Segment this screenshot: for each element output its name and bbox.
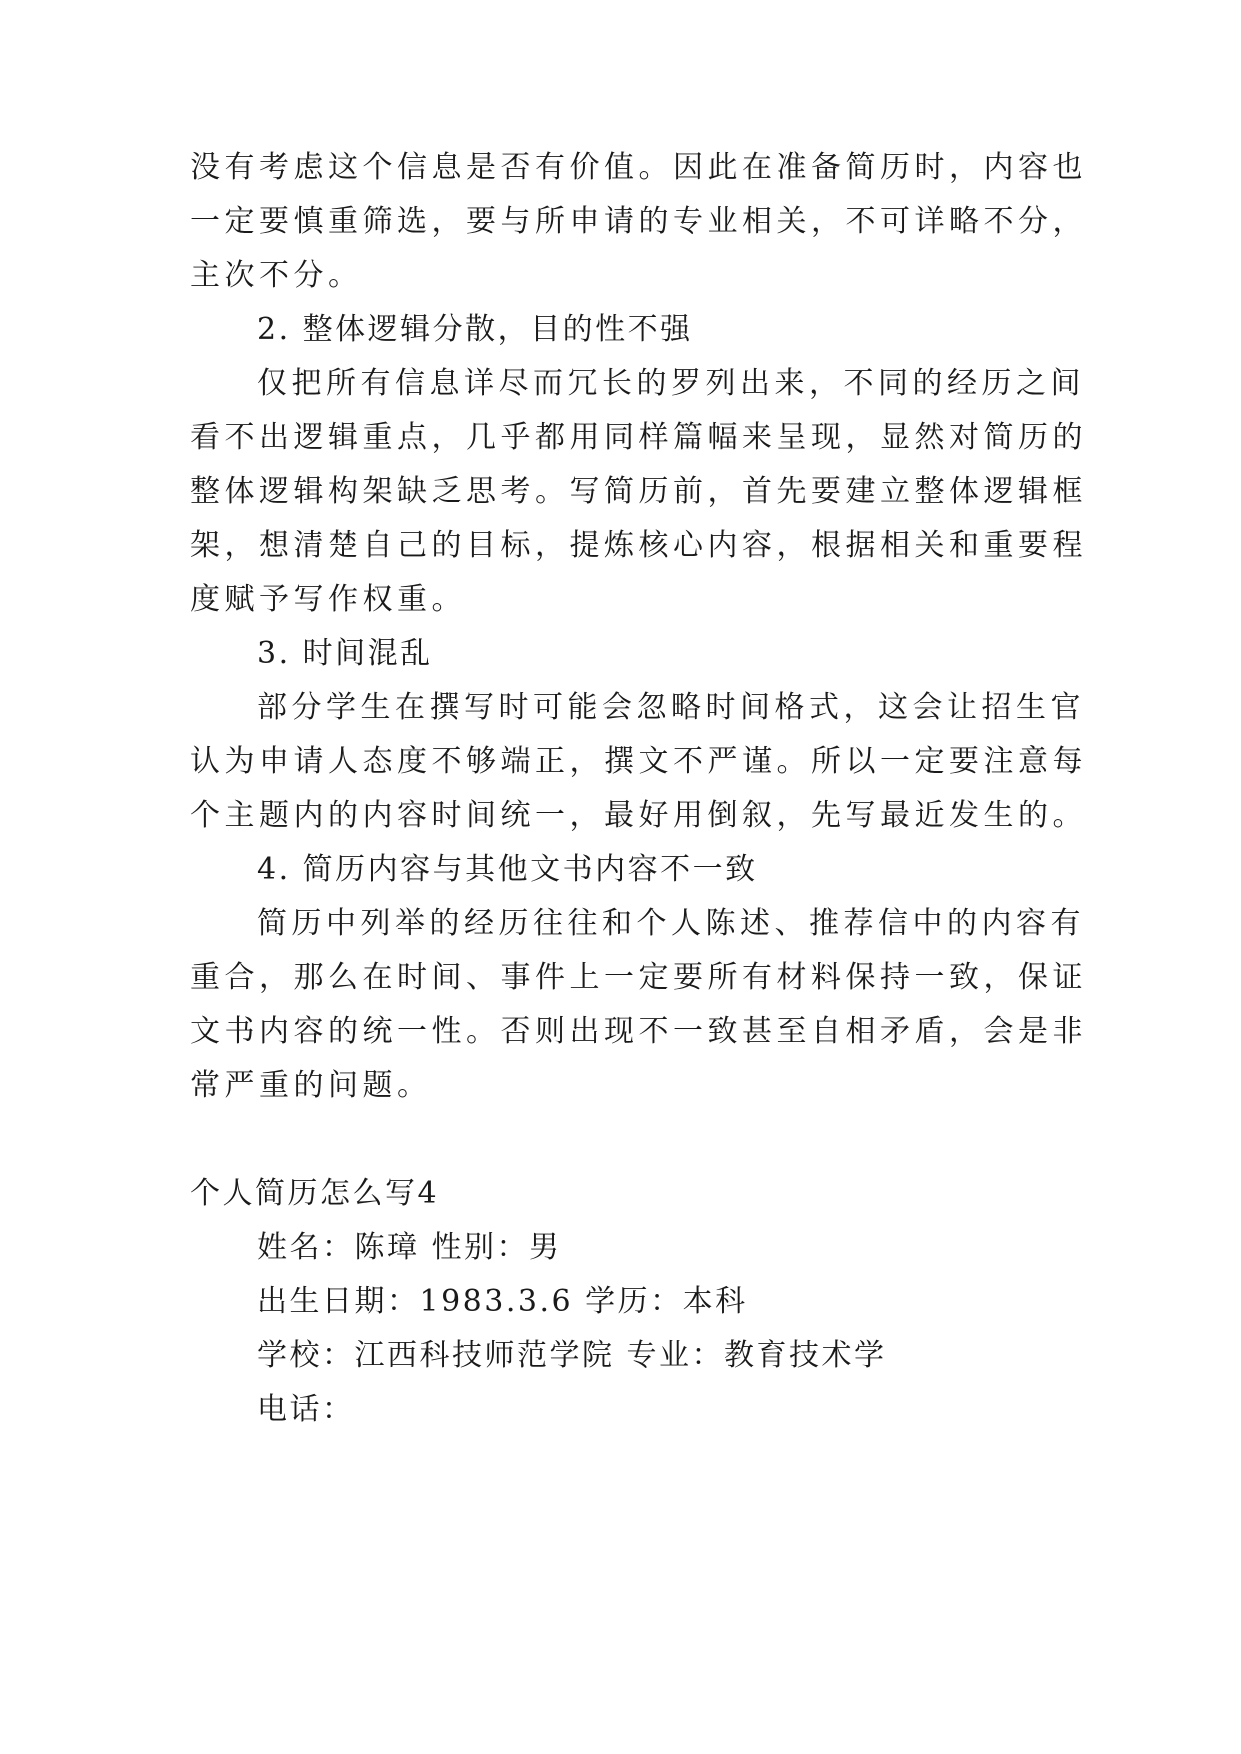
item-heading-4: 4. 简历内容与其他文书内容不一致 — [257, 852, 758, 887]
paragraph-line: 仅把所有信息详尽而冗长的罗列出来，不同的经历之间 — [257, 366, 1085, 401]
paragraph-line: 没有考虑这个信息是否有价值。因此在准备简历时，内容也 — [190, 150, 1087, 185]
resume-name-gender: 姓名：陈璋 性别：男 — [257, 1230, 562, 1265]
section-title: 个人简历怎么写4 — [190, 1176, 440, 1211]
paragraph-line: 重合，那么在时间、事件上一定要所有材料保持一致，保证 — [190, 960, 1087, 995]
paragraph-line: 整体逻辑构架缺乏思考。写简历前，首先要建立整体逻辑框 — [190, 474, 1087, 509]
paragraph-line: 主次不分。 — [190, 258, 363, 293]
paragraph-line: 度赋予写作权重。 — [190, 582, 466, 617]
paragraph-line: 文书内容的统一性。否则出现不一致甚至自相矛盾，会是非 — [190, 1014, 1087, 1049]
resume-birth-education: 出生日期：1983.3.6 学历：本科 — [257, 1284, 748, 1319]
resume-school-major: 学校：江西科技师范学院 专业：教育技术学 — [257, 1338, 887, 1373]
paragraph-line: 个主题内的内容时间统一，最好用倒叙，先写最近发生的。 — [190, 798, 1087, 833]
paragraph-line: 常严重的问题。 — [190, 1068, 432, 1103]
paragraph-line: 简历中列举的经历往往和个人陈述、推荐信中的内容有 — [257, 906, 1085, 941]
paragraph-line: 一定要慎重筛选，要与所申请的专业相关，不可详略不分， — [190, 204, 1087, 239]
paragraph-line: 看不出逻辑重点，几乎都用同样篇幅来呈现，显然对简历的 — [190, 420, 1087, 455]
resume-phone: 电话： — [257, 1392, 355, 1427]
item-heading-3: 3. 时间混乱 — [257, 636, 433, 671]
paragraph-line: 认为申请人态度不够端正，撰文不严谨。所以一定要注意每 — [190, 744, 1087, 779]
paragraph-line: 架，想清楚自己的目标，提炼核心内容，根据相关和重要程 — [190, 528, 1087, 563]
paragraph-line: 部分学生在撰写时可能会忽略时间格式，这会让招生官 — [257, 690, 1085, 725]
item-heading-2: 2. 整体逻辑分散，目的性不强 — [257, 312, 693, 347]
